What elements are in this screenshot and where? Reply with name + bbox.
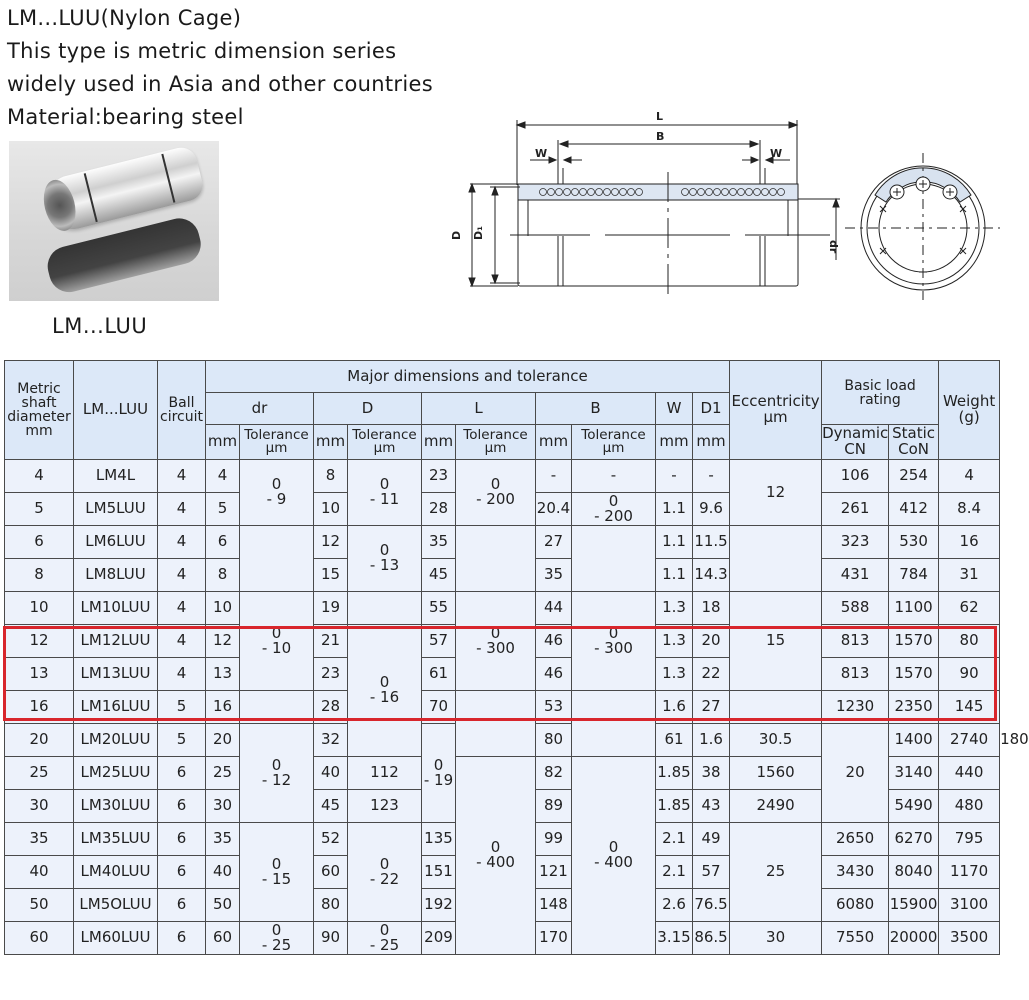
- header-major-dimensions: Major dimensions and tolerance: [206, 361, 730, 393]
- cell-W: 1.3: [656, 625, 693, 658]
- bearing-side-drawing: [430, 100, 850, 300]
- cell-B-tolerance: 0 - 400: [572, 757, 656, 955]
- cell-W: 1.1: [656, 559, 693, 592]
- cell-B: 99: [536, 823, 572, 856]
- header-basic-load-rating: Basic load rating: [822, 361, 939, 425]
- cell-shaft: 35: [5, 823, 74, 856]
- cell-B: 53: [536, 691, 572, 724]
- cell-D: 60: [314, 856, 348, 889]
- cell-ball: 5: [158, 691, 206, 724]
- cell-weight: 80: [939, 625, 1000, 658]
- cell-shaft: 8: [5, 559, 74, 592]
- cell-dr: 13: [206, 658, 240, 691]
- cell-W: 1.1: [656, 493, 693, 526]
- cell-L: 57: [422, 625, 456, 658]
- header-L-mm: mm: [422, 425, 456, 460]
- cell-D1: 86.5: [693, 922, 730, 955]
- cell-dynamic: 106: [822, 460, 889, 493]
- header-L-tolerance: Tolerance µm: [456, 425, 536, 460]
- cell-dr: 35: [206, 823, 240, 856]
- cell-W: 1.85: [656, 757, 693, 790]
- cell-static: 784: [889, 559, 939, 592]
- header-D-mm: mm: [314, 425, 348, 460]
- cell-B: -: [536, 460, 572, 493]
- cell-D: 23: [314, 658, 348, 691]
- header-W: W: [656, 393, 693, 425]
- retaining-groove-right: [161, 154, 175, 203]
- table-row: 20 LM20LUU 5 20 0 - 12 32 0 - 19 80 61 1.6 30.5 20 1400 2740 180: [5, 724, 1000, 757]
- cell-dr: 5: [206, 493, 240, 526]
- cell-eccentricity: 12: [730, 460, 822, 526]
- bearing-end-view-drawing: [840, 150, 1000, 300]
- header-dr-mm: mm: [206, 425, 240, 460]
- cell-model: LM25LUU: [74, 757, 158, 790]
- cell-D: 90: [314, 922, 348, 955]
- header-L: L: [422, 393, 536, 425]
- cell-static: 254: [889, 460, 939, 493]
- cell-L-tolerance: [456, 526, 536, 592]
- header-eccentricity: Eccentricity µm: [730, 361, 822, 460]
- cell-D: 15: [314, 559, 348, 592]
- cell-static: 2350: [889, 691, 939, 724]
- header-D1-mm: mm: [693, 425, 730, 460]
- cell-model: LM4L: [74, 460, 158, 493]
- cell-weight: 4: [939, 460, 1000, 493]
- cell-ball: 4: [158, 460, 206, 493]
- cell-W: 2.1: [656, 823, 693, 856]
- cell-dynamic: 3430: [822, 856, 889, 889]
- cell-ball: 4: [158, 658, 206, 691]
- cell-model: LM20LUU: [74, 724, 158, 757]
- cell-dynamic: 261: [822, 493, 889, 526]
- cell-D1: 76.5: [693, 889, 730, 922]
- cell-static: 1100: [889, 592, 939, 625]
- cell-dynamic: 1400: [889, 724, 939, 757]
- table-row: [5, 691, 1000, 724]
- cell-W: 3.15: [656, 922, 693, 955]
- cell-dr-tolerance: 0 - 25: [240, 922, 314, 955]
- header-B-tolerance: Tolerance µm: [572, 425, 656, 460]
- cell-weight: 440: [939, 757, 1000, 790]
- cell-dynamic: 7550: [822, 922, 889, 955]
- description-line-2: widely used in Asia and other countries: [7, 72, 433, 96]
- cell-B: 170: [536, 922, 572, 955]
- bearing-end-face: [39, 176, 81, 234]
- linear-bearing-photo: [9, 141, 219, 301]
- cell-B: 46: [536, 625, 572, 658]
- cell-D1: 11.5: [693, 526, 730, 559]
- cell-dr: 40: [206, 856, 240, 889]
- cell-shaft: 60: [5, 922, 74, 955]
- cell-static: 5490: [889, 790, 939, 823]
- cell-dr: 50: [206, 889, 240, 922]
- cell-weight: 31: [939, 559, 1000, 592]
- cell-dynamic: 6080: [822, 889, 889, 922]
- cell-static: 3140: [889, 757, 939, 790]
- cell-D-tolerance: [348, 592, 422, 625]
- cell-static: 530: [889, 526, 939, 559]
- cell-dr: 12: [206, 625, 240, 658]
- header-shaft-diameter: Metric shaft diameter mm: [5, 361, 74, 460]
- description-line-1: This type is metric dimension series: [7, 39, 397, 63]
- cell-D1: 18: [693, 592, 730, 625]
- cell-weight: 145: [939, 691, 1000, 724]
- cell-dr-tolerance: 0 - 10: [240, 592, 314, 691]
- cell-B: 61: [656, 724, 693, 757]
- specification-table: [4, 360, 1029, 955]
- cell-L: 80: [536, 724, 572, 757]
- cell-W: 1.85: [656, 790, 693, 823]
- cell-shaft: 40: [5, 856, 74, 889]
- cell-weight: 795: [939, 823, 1000, 856]
- cell-D1: 27: [693, 691, 730, 724]
- cell-model: LM8LUU: [74, 559, 158, 592]
- svg-text:D₁: D₁: [472, 226, 485, 240]
- cell-shaft: 16: [5, 691, 74, 724]
- cell-D-tolerance: 0 - 22: [348, 823, 422, 922]
- cell-W: 1.6: [693, 724, 730, 757]
- cell-dynamic: 2650: [822, 823, 889, 856]
- retaining-groove-left: [84, 173, 98, 222]
- cell-dynamic: 323: [822, 526, 889, 559]
- cell-dynamic: 813: [822, 625, 889, 658]
- cell-ball: 4: [158, 625, 206, 658]
- svg-text:B: B: [656, 130, 665, 143]
- cell-model: LM6LUU: [74, 526, 158, 559]
- cell-shaft: 4: [5, 460, 74, 493]
- cell-dr: 60: [206, 922, 240, 955]
- cell-model: LM5OLUU: [74, 889, 158, 922]
- header-weight: Weight (g): [939, 361, 1000, 460]
- cell-L: 70: [422, 691, 456, 724]
- cell-shaft: 10: [5, 592, 74, 625]
- cell-L: 45: [422, 559, 456, 592]
- cell-B: 35: [536, 559, 572, 592]
- cell-L: 123: [348, 790, 422, 823]
- material-line: Material:bearing steel: [7, 105, 244, 129]
- cell-B-tolerance: -: [572, 460, 656, 493]
- cell-B: 44: [536, 592, 572, 625]
- cell-D: 21: [314, 625, 348, 658]
- header-B-mm: mm: [536, 425, 572, 460]
- cell-D: 32: [314, 724, 348, 757]
- cell-dynamic: 1230: [822, 691, 889, 724]
- cell-D1: 38: [693, 757, 730, 790]
- header-ball-circuit: Ball circuit: [158, 361, 206, 460]
- cell-D1: 14.3: [693, 559, 730, 592]
- svg-text:D: D: [450, 230, 463, 240]
- cell-B: 20.4: [536, 493, 572, 526]
- cell-B: 89: [536, 790, 572, 823]
- cell-dr: 20: [206, 724, 240, 757]
- cell-dynamic: 813: [822, 658, 889, 691]
- cell-weight: 480: [939, 790, 1000, 823]
- cell-ball: 6: [158, 856, 206, 889]
- header-D: D: [314, 393, 422, 425]
- cell-D1: 20: [693, 625, 730, 658]
- cell-L-tolerance: [456, 691, 536, 757]
- cell-ball: 4: [158, 493, 206, 526]
- cell-static: 6270: [889, 823, 939, 856]
- cell-D1: 49: [693, 823, 730, 856]
- cell-dr: 16: [206, 691, 240, 724]
- cell-ball: 6: [158, 889, 206, 922]
- cell-D-tolerance: 0 - 16: [348, 625, 422, 757]
- cell-eccentricity: 30: [730, 922, 822, 955]
- cell-L-tolerance: 0 - 400: [456, 757, 536, 955]
- cell-D: 52: [314, 823, 348, 856]
- cell-model: LM10LUU: [74, 592, 158, 625]
- header-dr-tolerance: Tolerance µm: [240, 425, 314, 460]
- cell-dr: 25: [206, 757, 240, 790]
- table-row-highlighted: [5, 592, 1000, 625]
- cell-weight: 8.4: [939, 493, 1000, 526]
- cell-D: 45: [314, 790, 348, 823]
- photo-caption: LM...LUU: [52, 314, 148, 338]
- cell-D1: -: [693, 460, 730, 493]
- cell-static: 2740: [939, 724, 1000, 757]
- cell-D: 80: [314, 889, 348, 922]
- cell-ball: 6: [158, 757, 206, 790]
- cell-static: 1570: [889, 625, 939, 658]
- header-W-mm: mm: [656, 425, 693, 460]
- cell-model: LM60LUU: [74, 922, 158, 955]
- cell-L-tolerance: 0 - 200: [456, 460, 536, 526]
- cell-D1: 22: [693, 658, 730, 691]
- cell-ball: 6: [158, 823, 206, 856]
- cell-model: LM5LUU: [74, 493, 158, 526]
- cell-dr-tolerance: 0 - 9: [240, 460, 314, 526]
- cell-B-tolerance: 0 - 300: [572, 592, 656, 691]
- cell-model: LM35LUU: [74, 823, 158, 856]
- header-D-tolerance: Tolerance µm: [348, 425, 422, 460]
- cell-dr-tolerance: 0 - 12: [240, 724, 314, 823]
- cell-L: 112: [348, 757, 422, 790]
- cell-D-tolerance: 0 - 11: [348, 460, 422, 526]
- svg-text:W: W: [535, 147, 548, 160]
- cell-eccentricity: [730, 526, 822, 592]
- cell-shaft: 5: [5, 493, 74, 526]
- svg-text:W: W: [770, 147, 783, 160]
- cell-L-tolerance: 0 - 300: [456, 592, 536, 691]
- cell-B-tolerance: 0 - 200: [572, 493, 656, 526]
- cell-eccentricity: 20: [822, 724, 889, 823]
- cell-model: LM12LUU: [74, 625, 158, 658]
- cell-dr: 4: [206, 460, 240, 493]
- cell-D-tolerance: 0 - 13: [348, 526, 422, 592]
- intro-text: [7, 2, 433, 134]
- cell-L: 151: [422, 856, 456, 889]
- cell-D: 10: [314, 493, 348, 526]
- cell-model: LM16LUU: [74, 691, 158, 724]
- cell-static: 15900: [889, 889, 939, 922]
- cell-dr-tolerance: [240, 526, 314, 592]
- cell-shaft: 20: [5, 724, 74, 757]
- header-model: LM...LUU: [74, 361, 158, 460]
- cell-weight: 16: [939, 526, 1000, 559]
- cell-dr-tolerance: [240, 691, 314, 724]
- cell-B-tolerance: [572, 691, 656, 757]
- svg-text:dr: dr: [827, 240, 840, 254]
- cell-weight: 90: [939, 658, 1000, 691]
- cell-B: 121: [536, 856, 572, 889]
- header-dr: dr: [206, 393, 314, 425]
- cell-L: 135: [422, 823, 456, 856]
- header-static: Static CoN: [889, 425, 939, 460]
- cell-L: 209: [422, 922, 456, 955]
- cell-W: -: [656, 460, 693, 493]
- cell-ball: 6: [158, 790, 206, 823]
- cell-B: 148: [536, 889, 572, 922]
- cell-static: 20000: [889, 922, 939, 955]
- cell-D1: 30.5: [730, 724, 822, 757]
- header-dynamic: Dynamic CN: [822, 424, 889, 458]
- cell-dynamic: 1560: [730, 757, 822, 790]
- cell-dr: 10: [206, 592, 240, 625]
- cell-shaft: 30: [5, 790, 74, 823]
- cell-W: 1.6: [656, 691, 693, 724]
- cell-ball: 4: [158, 592, 206, 625]
- cell-D: 12: [314, 526, 348, 559]
- cell-shaft: 25: [5, 757, 74, 790]
- cell-weight: 3500: [939, 922, 1000, 955]
- cell-static: 8040: [889, 856, 939, 889]
- cell-model: LM13LUU: [74, 658, 158, 691]
- cell-D: 19: [314, 592, 348, 625]
- cell-model: LM30LUU: [74, 790, 158, 823]
- cell-B: 82: [536, 757, 572, 790]
- cell-weight: 1170: [939, 856, 1000, 889]
- cell-D-tolerance: 0 - 19: [422, 724, 456, 823]
- cell-D1: 43: [693, 790, 730, 823]
- cell-eccentricity: 25: [730, 823, 822, 922]
- cell-D: 28: [314, 691, 348, 724]
- cell-B: 46: [536, 658, 572, 691]
- cell-ball: 5: [158, 724, 206, 757]
- cell-shaft: 13: [5, 658, 74, 691]
- cell-W: 2.1: [656, 856, 693, 889]
- cell-W: 2.6: [656, 889, 693, 922]
- header-B: B: [536, 393, 656, 425]
- cell-static: 412: [889, 493, 939, 526]
- cell-B: 27: [536, 526, 572, 559]
- cell-W: 1.1: [656, 526, 693, 559]
- table-row: [5, 460, 1000, 493]
- cell-shaft: 12: [5, 625, 74, 658]
- cell-dynamic: 431: [822, 559, 889, 592]
- cell-D1: 57: [693, 856, 730, 889]
- cell-static: 1570: [889, 658, 939, 691]
- cell-dr-tolerance: 0 - 15: [240, 823, 314, 922]
- cell-eccentricity: [730, 691, 822, 724]
- cell-ball: 6: [158, 922, 206, 955]
- cell-L: 61: [422, 658, 456, 691]
- cell-D: 40: [314, 757, 348, 790]
- cell-dr: 8: [206, 559, 240, 592]
- cell-shaft: 6: [5, 526, 74, 559]
- cell-B-tolerance: [572, 526, 656, 592]
- cell-L: 35: [422, 526, 456, 559]
- cell-L: 23: [422, 460, 456, 493]
- cell-ball: 4: [158, 526, 206, 559]
- cell-D1: 9.6: [693, 493, 730, 526]
- header-D1: D1: [693, 393, 730, 425]
- cell-eccentricity: 15: [730, 592, 822, 691]
- cell-W: 1.3: [656, 592, 693, 625]
- cell-dr: 30: [206, 790, 240, 823]
- cell-weight: 3100: [939, 889, 1000, 922]
- cell-D-tolerance: 0 - 25: [348, 922, 422, 955]
- cell-dynamic: 588: [822, 592, 889, 625]
- cell-L: 192: [422, 889, 456, 922]
- cell-dr: 6: [206, 526, 240, 559]
- table-row: [5, 526, 1000, 559]
- product-title: LM...LUU(Nylon Cage): [7, 6, 242, 30]
- cell-D: 8: [314, 460, 348, 493]
- svg-text:L: L: [656, 110, 664, 123]
- cell-ball: 4: [158, 559, 206, 592]
- cell-weight: 62: [939, 592, 1000, 625]
- cell-dynamic: 2490: [730, 790, 822, 823]
- cell-L: 28: [422, 493, 456, 526]
- cell-shaft: 50: [5, 889, 74, 922]
- cell-model: LM40LUU: [74, 856, 158, 889]
- cell-L: 55: [422, 592, 456, 625]
- cell-W: 1.3: [656, 658, 693, 691]
